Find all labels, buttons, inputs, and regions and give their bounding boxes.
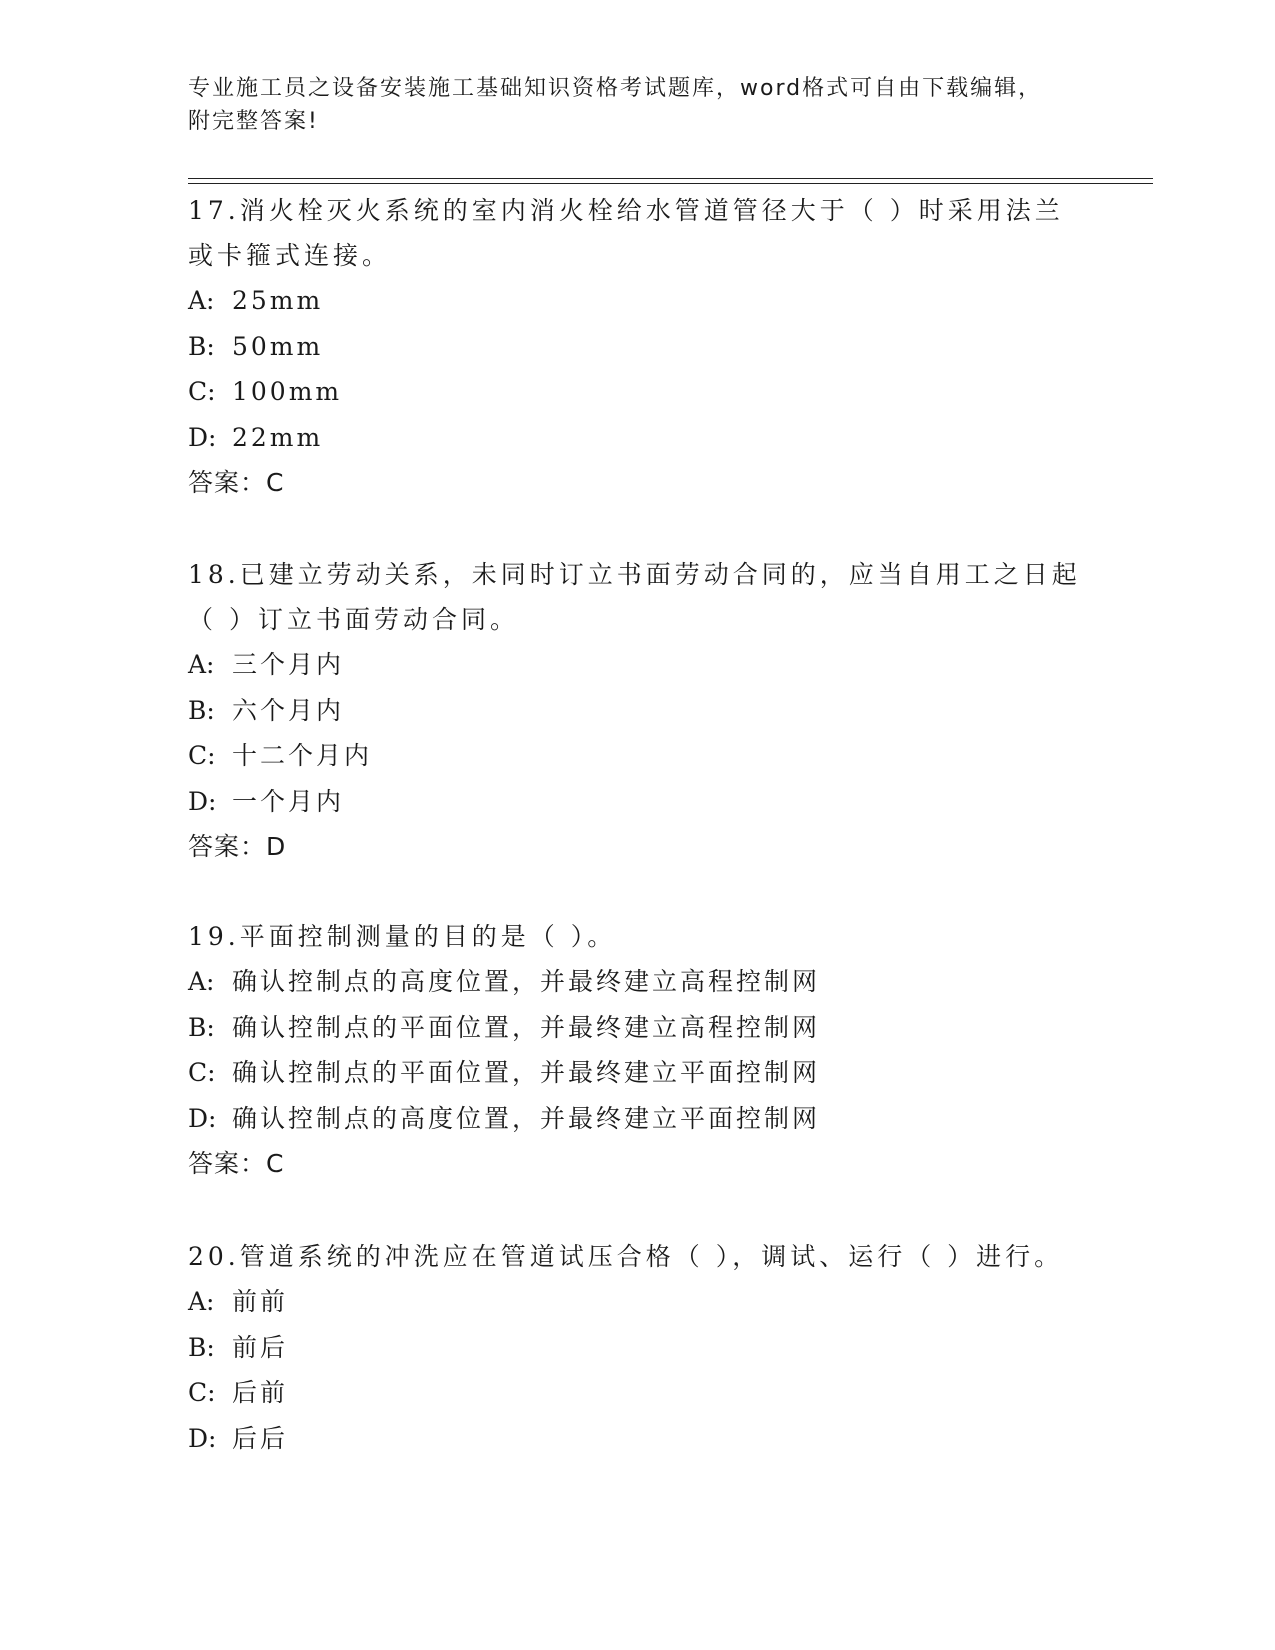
option-d — [188, 415, 1088, 461]
option-key: B: — [188, 1332, 215, 1362]
option-text: 确认控制点的平面位置，并最终建立高程控制网 — [232, 1012, 821, 1042]
option-key: C: — [188, 741, 216, 770]
option-b — [188, 324, 1088, 370]
option-c — [188, 733, 1088, 779]
option-key: C: — [188, 1058, 216, 1087]
option-key: B: — [188, 331, 215, 361]
question-19 — [188, 914, 1088, 1186]
option-text: 后前 — [232, 1378, 289, 1407]
option-text: 前后 — [232, 1332, 289, 1362]
option-text: 25mm — [232, 286, 324, 315]
option-text: 100mm — [232, 377, 343, 406]
header-divider-bottom — [188, 183, 1153, 184]
question-18 — [188, 552, 1088, 869]
option-d — [188, 1096, 1088, 1142]
option-text: 前前 — [232, 1287, 289, 1316]
option-b — [188, 1005, 1088, 1051]
option-text: 50mm — [232, 331, 324, 361]
option-key: A: — [188, 1287, 215, 1316]
option-key: D: — [188, 1103, 217, 1133]
option-a — [188, 642, 1088, 688]
document-header — [188, 72, 1088, 138]
option-text: 十二个月内 — [232, 741, 373, 770]
answer: 答案：C — [188, 1149, 285, 1178]
option-b — [188, 688, 1088, 734]
question-17 — [188, 188, 1088, 505]
option-c — [188, 369, 1088, 415]
option-key: D: — [188, 786, 217, 816]
question-stem: 20.管道系统的冲洗应在管道试压合格（ ），调试、运行（ ）进行。 — [188, 1242, 1064, 1271]
question-stem: 18.已建立劳动关系，未同时订立书面劳动合同的，应当自用工之日起 — [188, 560, 1081, 589]
option-key: A: — [188, 967, 215, 996]
option-text: 22mm — [232, 422, 324, 452]
option-key: D: — [188, 422, 217, 452]
option-b — [188, 1325, 1088, 1371]
option-text: 一个月内 — [232, 786, 345, 816]
question-stem-continued: （ ）订立书面劳动合同。 — [188, 605, 519, 634]
option-c — [188, 1370, 1088, 1416]
option-text: 确认控制点的高度位置，并最终建立高程控制网 — [232, 967, 821, 996]
question-20 — [188, 1234, 1088, 1461]
option-text: 后后 — [232, 1423, 289, 1453]
option-key: D: — [188, 1423, 217, 1453]
header-divider-top — [188, 178, 1153, 179]
option-key: C: — [188, 1378, 216, 1407]
option-a — [188, 1279, 1088, 1325]
option-key: A: — [188, 650, 215, 679]
option-d — [188, 779, 1088, 825]
question-stem-continued: 或卡箍式连接。 — [188, 241, 392, 270]
option-a — [188, 959, 1088, 1005]
option-key: B: — [188, 1012, 215, 1042]
option-d — [188, 1416, 1088, 1462]
question-stem: 19.平面控制测量的目的是（ ）。 — [188, 922, 617, 951]
option-text: 确认控制点的平面位置，并最终建立平面控制网 — [232, 1058, 821, 1087]
option-text: 三个月内 — [232, 650, 345, 679]
option-key: A: — [188, 286, 215, 315]
header-line-1: 专业施工员之设备安装施工基础知识资格考试题库，word格式可自由下载编辑， — [188, 76, 1043, 101]
option-a — [188, 278, 1088, 324]
option-key: B: — [188, 695, 215, 725]
option-text: 确认控制点的高度位置，并最终建立平面控制网 — [232, 1103, 821, 1133]
answer: 答案：C — [188, 468, 285, 497]
option-text: 六个月内 — [232, 695, 345, 725]
option-c — [188, 1050, 1088, 1096]
question-stem: 17.消火栓灭火系统的室内消火栓给水管道管径大于（ ）时采用法兰 — [188, 196, 1064, 225]
option-key: C: — [188, 377, 216, 406]
header-line-2: 附完整答案! — [188, 109, 319, 134]
answer: 答案：D — [188, 832, 287, 861]
